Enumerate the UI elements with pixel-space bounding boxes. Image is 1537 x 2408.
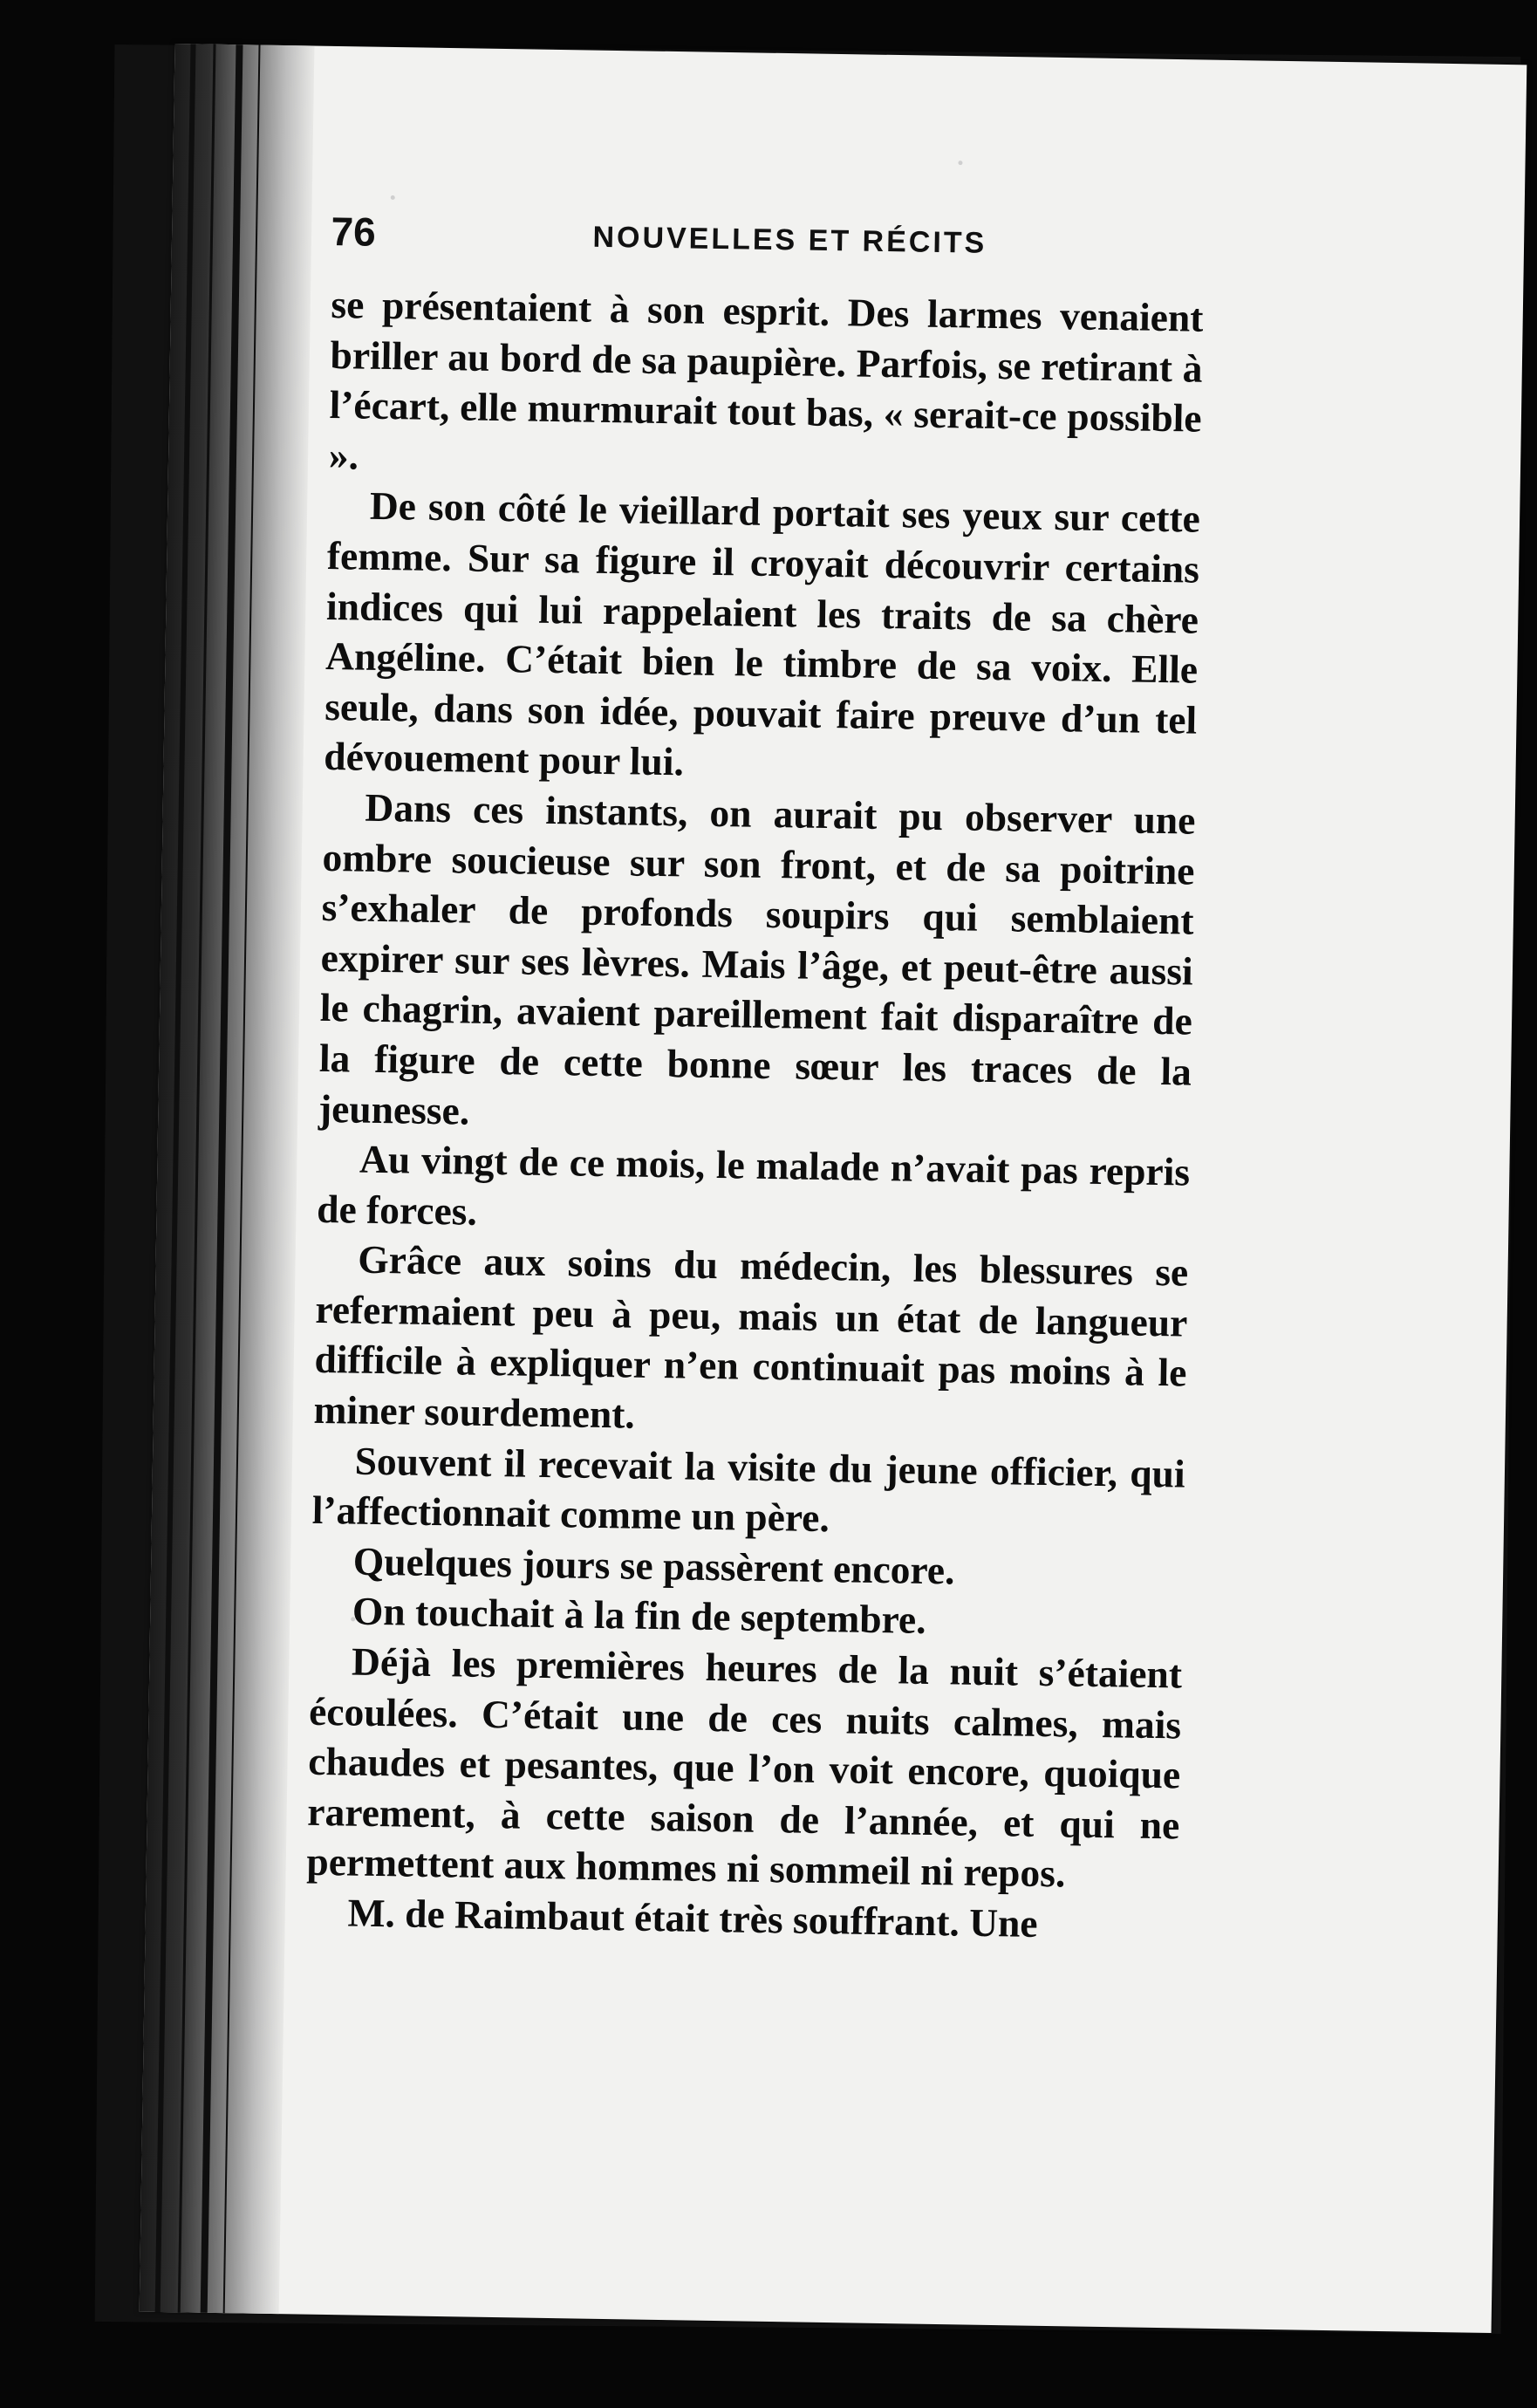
paragraph: Quelques jours se passèrent encore.: [352, 1538, 955, 1593]
paragraph: Grâce aux soins du médecin, les blessures se refermaient peu à peu, mais un état de langueur difficile à expliquer n’en continuait pas moins à le miner sourdement.: [313, 1236, 1189, 1437]
paragraph: Souvent il recevait la visite du jeune officier, qui l’affectionnait comme un père.: [311, 1438, 1186, 1541]
page-number: 76: [331, 208, 377, 255]
paper-speck: [391, 195, 395, 200]
paragraph: De son côté le vieillard portait ses yeux sur cette femme. Sur sa figure il croyait découvrir certains indices qui lui rappelaient les traits de sa chère Angéline. C’était bien le timbre de sa voix. Elle seule, dans son idée, pouvait faire preuve d’un tel dévouement pour lui.: [324, 483, 1201, 784]
running-title: NOUVELLES ET RÉCITS: [592, 220, 987, 260]
paragraph: Dans ces instants, on aurait pu observer une ombre soucieuse sur son front, et de sa poitrine s’exhaler de profonds soupirs qui semblaient expirer sur ses lèvres. Mais l’âge, et peut-être aussi le chagrin, avaient pareillement fait disparaître de la figure de cette bonne sœur les traces de la jeunesse.: [318, 784, 1196, 1133]
body-text: [305, 279, 1204, 1951]
paragraph: M. de Raimbaut était très souffrant. Une: [347, 1890, 1038, 1946]
paper-speck: [958, 161, 962, 165]
paragraph: On touchait à la fin de septembre.: [352, 1589, 926, 1643]
paragraph: Au vingt de ce mois, le malade n’avait pas repris de forces.: [316, 1136, 1191, 1234]
paragraph: se présentaient à son esprit. Des larmes venaient briller au bord de sa paupière. Parfois, se retirant à l’écart, elle murmurait tout bas, « serait-ce possible ».: [328, 281, 1204, 478]
paragraph: Déjà les premières heures de la nuit s’étaient écoulées. C’était une de ces nuits calmes, mais chaudes et pesantes, que l’on voit encore, quoique rarement, à cette saison de l’année, et qui ne permettent aux hommes ni sommeil ni repos.: [306, 1638, 1183, 1896]
